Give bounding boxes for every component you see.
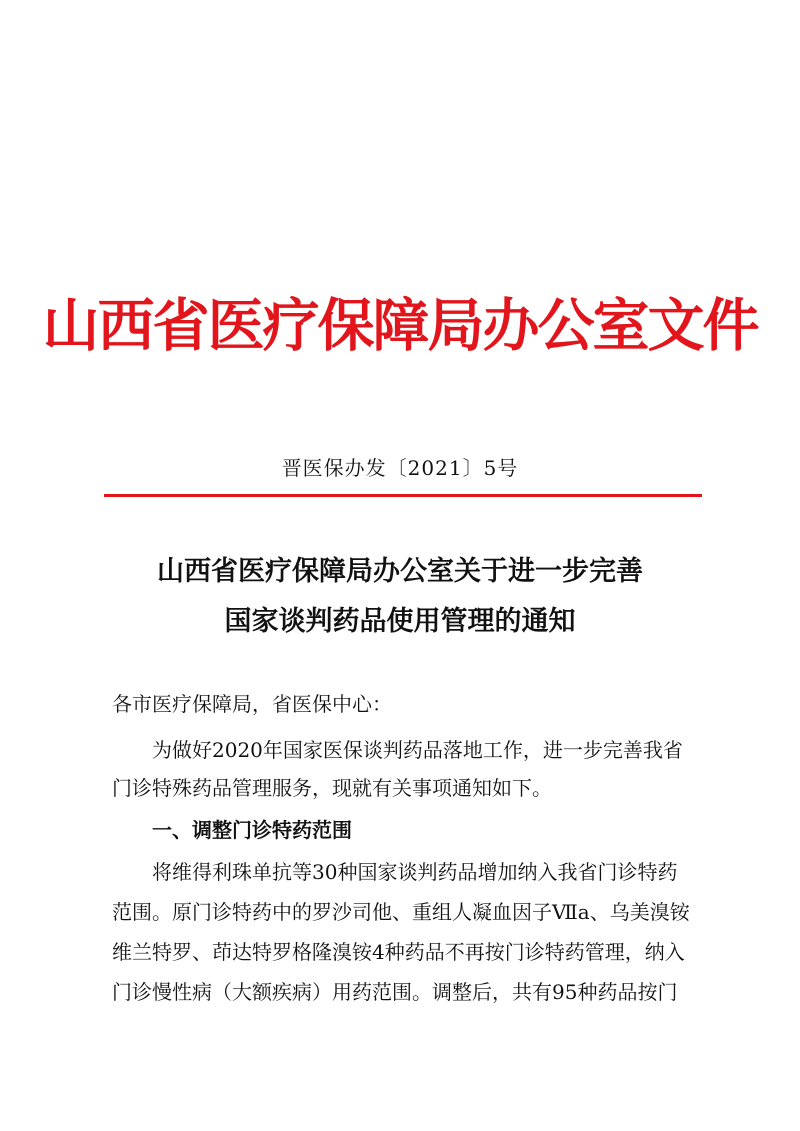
paragraph-2-line-3: 维兰特罗、茚达特罗格隆溴铵4种药品不再按门诊特药管理，纳入 <box>112 940 685 964</box>
paragraph-1-line-2: 门诊特殊药品管理服务，现就有关事项通知如下。 <box>112 776 552 800</box>
paragraph-2-line-1: 将维得利珠单抗等30种国家谈判药品增加纳入我省门诊特药 <box>152 860 678 884</box>
paragraph-2-line-4: 门诊慢性病（大额疾病）用药范围。调整后，共有95种药品按门 <box>112 980 678 1004</box>
notice-title-line-1: 山西省医疗保障局办公室关于进一步完善 <box>157 556 643 587</box>
section-1-heading: 一、调整门诊特药范围 <box>152 818 352 842</box>
paragraph-1-line-1: 为做好2020年国家医保谈判药品落地工作，进一步完善我省 <box>152 738 683 762</box>
addressee: 各市医疗保障局，省医保中心： <box>112 692 392 716</box>
red-divider-line <box>104 494 702 497</box>
red-header-title: 山西省医疗保障局办公室文件 <box>42 293 758 359</box>
document-number: 晋医保办发〔2021〕5号 <box>281 456 519 480</box>
notice-title-line-2: 国家谈判药品使用管理的通知 <box>224 606 576 637</box>
paragraph-2-line-2: 范围。原门诊特药中的罗沙司他、重组人凝血因子Ⅶa、乌美溴铵 <box>112 900 690 924</box>
